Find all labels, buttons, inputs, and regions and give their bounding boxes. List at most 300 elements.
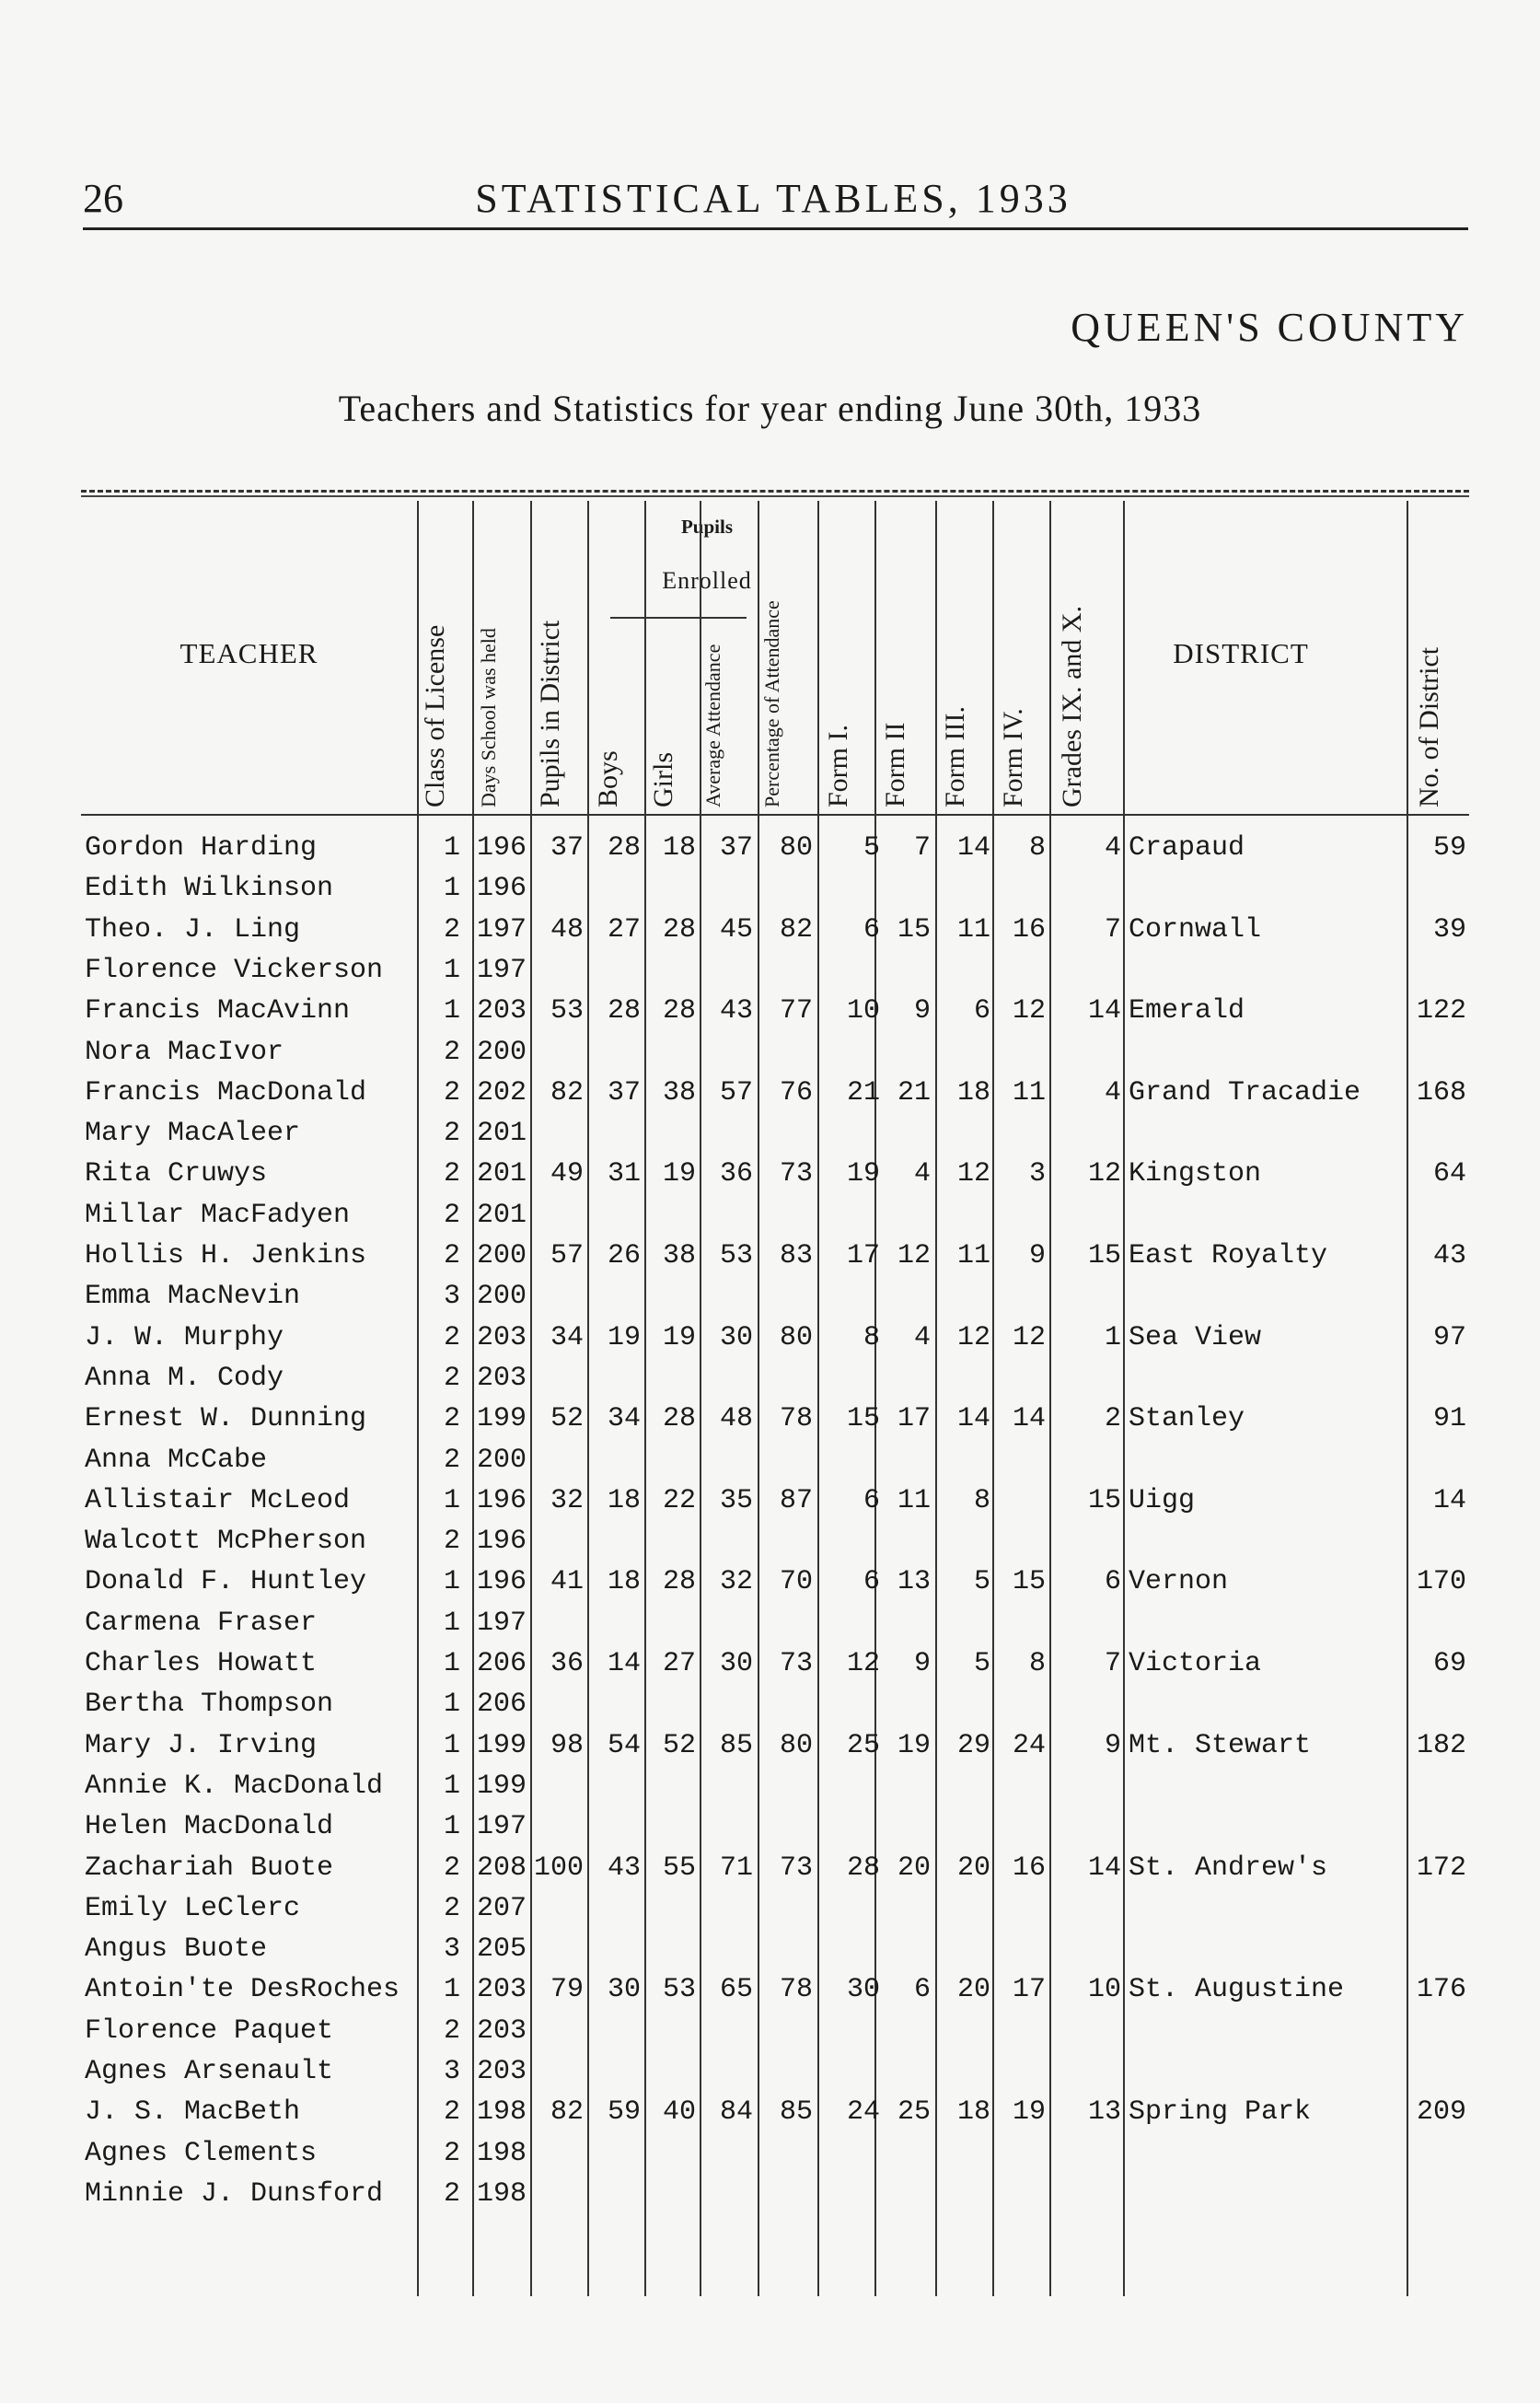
cell-teacher: Charles Howatt: [85, 1648, 318, 1679]
cell-form-2: 21: [897, 1076, 931, 1109]
cell-girls: 19: [662, 1321, 696, 1353]
header-average-attendance: Average Attendance: [701, 644, 724, 807]
cell-form-4: 15: [1012, 1566, 1046, 1598]
cell-average-attendance: 30: [719, 1648, 753, 1679]
table-row: [81, 1240, 1469, 1281]
cell-no-of-district: 172: [1416, 1852, 1466, 1884]
cell-percentage-attendance: 70: [779, 1566, 813, 1598]
cell-form-2: 17: [897, 1403, 931, 1435]
cell-class-of-license: 1: [443, 995, 460, 1027]
cell-class-of-license: 2: [443, 1362, 460, 1394]
cell-district: Vernon: [1129, 1566, 1229, 1598]
cell-form-3: 14: [956, 832, 990, 864]
header-bottom-rule: [81, 814, 1469, 816]
cell-class-of-license: 2: [443, 2137, 460, 2169]
header-district: DISTRICT: [1173, 637, 1309, 669]
table-row: [81, 1200, 1469, 1240]
cell-days-school-held: 196: [476, 832, 527, 864]
cell-district: St. Augustine: [1129, 1974, 1345, 2006]
cell-grades-9-10: 15: [1087, 1484, 1121, 1516]
cell-boys: 34: [607, 1403, 641, 1435]
cell-boys: 54: [607, 1729, 641, 1761]
table-row: [81, 1893, 1469, 1933]
cell-percentage-attendance: 78: [779, 1974, 813, 2006]
cell-district: Crapaud: [1129, 832, 1245, 864]
cell-average-attendance: 43: [719, 995, 753, 1027]
cell-days-school-held: 203: [476, 995, 527, 1027]
cell-district: Spring Park: [1129, 2096, 1312, 2129]
table-row: [81, 1974, 1469, 2014]
cell-days-school-held: 197: [476, 1607, 527, 1639]
table-row: [81, 1608, 1469, 1648]
cell-teacher: J. W. Murphy: [85, 1321, 284, 1353]
table-row: [81, 1566, 1469, 1607]
cell-boys: 19: [607, 1321, 641, 1353]
statistics-table: [81, 490, 1469, 2331]
cell-class-of-license: 1: [443, 954, 460, 986]
cell-teacher: Minnie J. Dunsford: [85, 2177, 384, 2210]
cell-form-4: 16: [1012, 1852, 1046, 1884]
cell-teacher: Theo. J. Ling: [85, 913, 301, 946]
cell-teacher: Francis MacDonald: [85, 1076, 367, 1109]
cell-days-school-held: 196: [476, 1526, 527, 1558]
cell-form-3: 11: [956, 913, 990, 946]
cell-days-school-held: 201: [476, 1118, 527, 1150]
cell-days-school-held: 207: [476, 1892, 527, 1924]
cell-days-school-held: 200: [476, 1281, 527, 1313]
header-form-2: Form II: [880, 722, 910, 807]
cell-form-1: 6: [863, 1484, 880, 1516]
cell-form-4: 8: [1028, 832, 1046, 864]
cell-district: Kingston: [1129, 1158, 1262, 1190]
cell-teacher: Edith Wilkinson: [85, 873, 334, 905]
cell-girls: 27: [662, 1648, 696, 1679]
cell-days-school-held: 203: [476, 2014, 527, 2047]
cell-form-4: 24: [1012, 1729, 1046, 1761]
cell-days-school-held: 199: [476, 1403, 527, 1435]
cell-teacher: Anna M. Cody: [85, 1362, 284, 1394]
cell-class-of-license: 2: [443, 2014, 460, 2047]
cell-teacher: Gordon Harding: [85, 832, 318, 864]
cell-form-3: 12: [956, 1158, 990, 1190]
table-row: [81, 995, 1469, 1036]
table-row: [81, 955, 1469, 995]
table-row: [81, 1158, 1469, 1199]
table-row: [81, 1933, 1469, 1974]
cell-average-attendance: 45: [719, 913, 753, 946]
table-row: [81, 1322, 1469, 1363]
cell-no-of-district: 209: [1416, 2096, 1466, 2129]
header-girls: Girls: [648, 752, 678, 807]
table-row: [81, 1689, 1469, 1729]
table-row: [81, 1770, 1469, 1811]
cell-no-of-district: 176: [1416, 1974, 1466, 2006]
cell-percentage-attendance: 87: [779, 1484, 813, 1516]
cell-average-attendance: 30: [719, 1321, 753, 1353]
county-title: QUEEN'S COUNTY: [1071, 305, 1468, 350]
table-row: [81, 1403, 1469, 1444]
cell-form-2: 12: [897, 1240, 931, 1271]
cell-grades-9-10: 14: [1087, 995, 1121, 1027]
cell-form-1: 30: [846, 1974, 880, 2006]
cell-class-of-license: 1: [443, 1689, 460, 1721]
cell-grades-9-10: 10: [1087, 1974, 1121, 2006]
cell-no-of-district: 64: [1432, 1158, 1466, 1190]
cell-days-school-held: 198: [476, 2177, 527, 2210]
cell-pupils-in-district: 36: [550, 1648, 584, 1679]
cell-boys: 27: [607, 913, 641, 946]
cell-girls: 28: [662, 913, 696, 946]
cell-pupils-in-district: 82: [550, 1076, 584, 1109]
cell-pupils-in-district: 57: [550, 1240, 584, 1271]
cell-form-4: 16: [1012, 913, 1046, 946]
cell-form-1: 10: [846, 995, 880, 1027]
cell-form-2: 15: [897, 913, 931, 946]
cell-no-of-district: 91: [1432, 1403, 1466, 1435]
cell-teacher: Millar MacFadyen: [85, 1199, 351, 1231]
cell-pupils-in-district: 82: [550, 2096, 584, 2129]
header-boys: Boys: [593, 750, 623, 807]
cell-district: Sea View: [1129, 1321, 1262, 1353]
cell-class-of-license: 2: [443, 2096, 460, 2129]
header-days-school-held: Days School was held: [477, 628, 500, 807]
cell-days-school-held: 208: [476, 1852, 527, 1884]
cell-pupils-in-district: 79: [550, 1974, 584, 2006]
cell-district: Stanley: [1129, 1403, 1245, 1435]
cell-pupils-in-district: 49: [550, 1158, 584, 1190]
cell-average-attendance: 35: [719, 1484, 753, 1516]
cell-pupils-in-district: 48: [550, 913, 584, 946]
cell-form-4: 17: [1012, 1974, 1046, 2006]
cell-girls: 18: [662, 832, 696, 864]
cell-form-2: 20: [897, 1852, 931, 1884]
cell-district: Victoria: [1129, 1648, 1262, 1679]
cell-days-school-held: 196: [476, 1566, 527, 1598]
cell-form-4: 14: [1012, 1403, 1046, 1435]
cell-form-4: 8: [1028, 1648, 1046, 1679]
table-row: [81, 1445, 1469, 1485]
cell-form-4: 19: [1012, 2096, 1046, 2129]
table-row: [81, 2138, 1469, 2178]
cell-form-1: 25: [846, 1729, 880, 1761]
cell-pupils-in-district: 100: [533, 1852, 584, 1884]
table-row: [81, 914, 1469, 955]
cell-percentage-attendance: 85: [779, 2096, 813, 2129]
table-row: [81, 1363, 1469, 1403]
table-row: [81, 1811, 1469, 1852]
cell-days-school-held: 203: [476, 1362, 527, 1394]
cell-no-of-district: 97: [1432, 1321, 1466, 1353]
cell-form-3: 18: [956, 2096, 990, 2129]
cell-form-3: 14: [956, 1403, 990, 1435]
cell-grades-9-10: 7: [1104, 1648, 1121, 1679]
cell-percentage-attendance: 73: [779, 1158, 813, 1190]
header-form-3: Form III.: [940, 706, 970, 807]
cell-average-attendance: 37: [719, 832, 753, 864]
cell-form-1: 24: [846, 2096, 880, 2129]
cell-girls: 28: [662, 995, 696, 1027]
cell-days-school-held: 203: [476, 2056, 527, 2087]
cell-percentage-attendance: 78: [779, 1403, 813, 1435]
cell-form-4: 12: [1012, 995, 1046, 1027]
cell-boys: 31: [607, 1158, 641, 1190]
cell-form-4: 12: [1012, 1321, 1046, 1353]
cell-pupils-in-district: 32: [550, 1484, 584, 1516]
cell-days-school-held: 206: [476, 1689, 527, 1721]
header-pupils: Pupils: [680, 516, 734, 538]
cell-teacher: Donald F. Huntley: [85, 1566, 367, 1598]
cell-boys: 43: [607, 1852, 641, 1884]
cell-form-1: 15: [846, 1403, 880, 1435]
cell-teacher: Ernest W. Dunning: [85, 1403, 367, 1435]
cell-class-of-license: 2: [443, 1118, 460, 1150]
cell-girls: 55: [662, 1852, 696, 1884]
cell-teacher: Hollis H. Jenkins: [85, 1240, 367, 1271]
cell-average-attendance: 32: [719, 1566, 753, 1598]
cell-teacher: Rita Cruwys: [85, 1158, 268, 1190]
cell-class-of-license: 2: [443, 1321, 460, 1353]
cell-class-of-license: 1: [443, 1484, 460, 1516]
cell-class-of-license: 2: [443, 1444, 460, 1476]
cell-percentage-attendance: 73: [779, 1648, 813, 1679]
cell-boys: 30: [607, 1974, 641, 2006]
cell-form-3: 5: [973, 1648, 990, 1679]
cell-teacher: Walcott McPherson: [85, 1526, 367, 1558]
table-row: [81, 1281, 1469, 1321]
cell-teacher: Carmena Fraser: [85, 1607, 318, 1639]
cell-pupils-in-district: 37: [550, 832, 584, 864]
cell-form-1: 28: [846, 1852, 880, 1884]
header-rule: [83, 227, 1468, 230]
cell-grades-9-10: 15: [1087, 1240, 1121, 1271]
cell-form-2: 13: [897, 1566, 931, 1598]
cell-class-of-license: 1: [443, 1729, 460, 1761]
cell-form-2: 11: [897, 1484, 931, 1516]
cell-days-school-held: 201: [476, 1199, 527, 1231]
cell-percentage-attendance: 77: [779, 995, 813, 1027]
cell-pupils-in-district: 52: [550, 1403, 584, 1435]
cell-girls: 38: [662, 1240, 696, 1271]
cell-class-of-license: 1: [443, 1974, 460, 2006]
cell-average-attendance: 48: [719, 1403, 753, 1435]
cell-no-of-district: 39: [1432, 913, 1466, 946]
cell-grades-9-10: 6: [1104, 1566, 1121, 1598]
cell-form-1: 12: [846, 1648, 880, 1679]
cell-form-2: 6: [913, 1974, 931, 2006]
table-row: [81, 1852, 1469, 1893]
cell-no-of-district: 14: [1432, 1484, 1466, 1516]
cell-class-of-license: 2: [443, 2177, 460, 2210]
cell-days-school-held: 203: [476, 1974, 527, 2006]
cell-form-1: 17: [846, 1240, 880, 1271]
header-pupils-in-district: Pupils in District: [535, 620, 565, 807]
cell-class-of-license: 1: [443, 832, 460, 864]
header-no-of-district: No. of District: [1414, 646, 1444, 807]
cell-teacher: Antoin'te DesRoches: [85, 1974, 400, 2006]
cell-district: St. Andrew's: [1129, 1852, 1328, 1884]
cell-average-attendance: 85: [719, 1729, 753, 1761]
cell-percentage-attendance: 82: [779, 913, 813, 946]
table-row: [81, 1526, 1469, 1566]
cell-form-4: 11: [1012, 1076, 1046, 1109]
cell-girls: 38: [662, 1076, 696, 1109]
cell-boys: 28: [607, 832, 641, 864]
cell-form-3: 5: [973, 1566, 990, 1598]
cell-class-of-license: 1: [443, 1566, 460, 1598]
cell-average-attendance: 57: [719, 1076, 753, 1109]
cell-district: Emerald: [1129, 995, 1245, 1027]
cell-form-3: 20: [956, 1852, 990, 1884]
cell-class-of-license: 2: [443, 1526, 460, 1558]
cell-grades-9-10: 12: [1087, 1158, 1121, 1190]
cell-form-2: 9: [913, 995, 931, 1027]
cell-boys: 28: [607, 995, 641, 1027]
cell-no-of-district: 122: [1416, 995, 1466, 1027]
cell-form-1: 5: [863, 832, 880, 864]
cell-grades-9-10: 4: [1104, 832, 1121, 864]
cell-teacher: Agnes Clements: [85, 2137, 318, 2169]
cell-percentage-attendance: 83: [779, 1240, 813, 1271]
cell-class-of-license: 3: [443, 1933, 460, 1966]
cell-district: Grand Tracadie: [1129, 1076, 1361, 1109]
cell-teacher: Agnes Arsenault: [85, 2056, 334, 2087]
cell-girls: 28: [662, 1566, 696, 1598]
cell-teacher: Helen MacDonald: [85, 1811, 334, 1843]
cell-class-of-license: 2: [443, 1403, 460, 1435]
cell-days-school-held: 202: [476, 1076, 527, 1109]
cell-pupils-in-district: 34: [550, 1321, 584, 1353]
cell-average-attendance: 36: [719, 1158, 753, 1190]
cell-average-attendance: 71: [719, 1852, 753, 1884]
cell-grades-9-10: 4: [1104, 1076, 1121, 1109]
cell-percentage-attendance: 76: [779, 1076, 813, 1109]
cell-days-school-held: 205: [476, 1933, 527, 1966]
table-row: [81, 832, 1469, 873]
cell-class-of-license: 2: [443, 1852, 460, 1884]
cell-days-school-held: 200: [476, 1240, 527, 1271]
cell-girls: 52: [662, 1729, 696, 1761]
cell-grades-9-10: 13: [1087, 2096, 1121, 2129]
cell-form-2: 7: [913, 832, 931, 864]
cell-form-4: 9: [1028, 1240, 1046, 1271]
cell-no-of-district: 170: [1416, 1566, 1466, 1598]
cell-form-2: 4: [913, 1158, 931, 1190]
table-row: [81, 1730, 1469, 1770]
cell-pupils-in-district: 41: [550, 1566, 584, 1598]
cell-class-of-license: 1: [443, 873, 460, 905]
cell-form-2: 25: [897, 2096, 931, 2129]
cell-grades-9-10: 1: [1104, 1321, 1121, 1353]
cell-class-of-license: 2: [443, 1076, 460, 1109]
cell-days-school-held: 197: [476, 913, 527, 946]
cell-days-school-held: 200: [476, 1036, 527, 1068]
cell-class-of-license: 3: [443, 2056, 460, 2087]
cell-days-school-held: 199: [476, 1729, 527, 1761]
cell-girls: 53: [662, 1974, 696, 2006]
cell-class-of-license: 2: [443, 1036, 460, 1068]
cell-form-3: 11: [956, 1240, 990, 1271]
cell-teacher: Zachariah Buote: [85, 1852, 334, 1884]
cell-district: Mt. Stewart: [1129, 1729, 1312, 1761]
cell-class-of-license: 2: [443, 913, 460, 946]
cell-form-1: 21: [846, 1076, 880, 1109]
table-subtitle: Teachers and Statistics for year ending June 30th, 1933: [338, 388, 1202, 429]
cell-teacher: Anna McCabe: [85, 1444, 268, 1476]
cell-days-school-held: 197: [476, 1811, 527, 1843]
cell-days-school-held: 201: [476, 1158, 527, 1190]
cell-class-of-license: 3: [443, 1281, 460, 1313]
cell-average-attendance: 84: [719, 2096, 753, 2129]
cell-boys: 14: [607, 1648, 641, 1679]
table-top-rule: [81, 490, 1469, 493]
cell-district: Cornwall: [1129, 913, 1262, 946]
cell-grades-9-10: 2: [1104, 1403, 1121, 1435]
cell-teacher: Nora MacIvor: [85, 1036, 284, 1068]
cell-percentage-attendance: 80: [779, 1321, 813, 1353]
header-enrolled: Enrolled: [662, 567, 752, 594]
table-row: [81, 1485, 1469, 1526]
cell-no-of-district: 43: [1432, 1240, 1466, 1271]
cell-class-of-license: 2: [443, 1199, 460, 1231]
cell-days-school-held: 196: [476, 1484, 527, 1516]
header-grades-9-10: Grades IX. and X.: [1057, 605, 1087, 807]
table-row: [81, 873, 1469, 913]
cell-form-1: 19: [846, 1158, 880, 1190]
table-row: [81, 1077, 1469, 1118]
cell-form-3: 8: [973, 1484, 990, 1516]
cell-girls: 28: [662, 1403, 696, 1435]
cell-average-attendance: 53: [719, 1240, 753, 1271]
cell-no-of-district: 182: [1416, 1729, 1466, 1761]
table-row: [81, 2015, 1469, 2056]
table-row: [81, 1118, 1469, 1158]
running-title: STATISTICAL TABLES, 1933: [475, 176, 1071, 221]
cell-days-school-held: 206: [476, 1648, 527, 1679]
cell-form-3: 18: [956, 1076, 990, 1109]
cell-teacher: J. S. MacBeth: [85, 2096, 301, 2129]
cell-days-school-held: 197: [476, 954, 527, 986]
table-row: [81, 2056, 1469, 2096]
cell-percentage-attendance: 80: [779, 1729, 813, 1761]
cell-teacher: Francis MacAvinn: [85, 995, 351, 1027]
cell-form-3: 12: [956, 1321, 990, 1353]
cell-teacher: Bertha Thompson: [85, 1689, 334, 1721]
cell-days-school-held: 198: [476, 2096, 527, 2129]
cell-pupils-in-district: 53: [550, 995, 584, 1027]
cell-teacher: Florence Paquet: [85, 2014, 334, 2047]
cell-class-of-license: 1: [443, 1607, 460, 1639]
cell-class-of-license: 2: [443, 1240, 460, 1271]
cell-form-1: 8: [863, 1321, 880, 1353]
cell-teacher: Florence Vickerson: [85, 954, 384, 986]
cell-teacher: Emma MacNevin: [85, 1281, 301, 1313]
cell-class-of-license: 1: [443, 1811, 460, 1843]
cell-form-2: 4: [913, 1321, 931, 1353]
cell-teacher: Mary MacAleer: [85, 1118, 301, 1150]
cell-form-1: 6: [863, 1566, 880, 1598]
cell-boys: 37: [607, 1076, 641, 1109]
cell-form-3: 6: [973, 995, 990, 1027]
cell-pupils-in-district: 98: [550, 1729, 584, 1761]
cell-form-1: 6: [863, 913, 880, 946]
cell-boys: 59: [607, 2096, 641, 2129]
table-row: [81, 1648, 1469, 1689]
cell-boys: 18: [607, 1566, 641, 1598]
cell-days-school-held: 196: [476, 873, 527, 905]
cell-average-attendance: 65: [719, 1974, 753, 2006]
cell-girls: 19: [662, 1158, 696, 1190]
cell-district: Uigg: [1129, 1484, 1196, 1516]
